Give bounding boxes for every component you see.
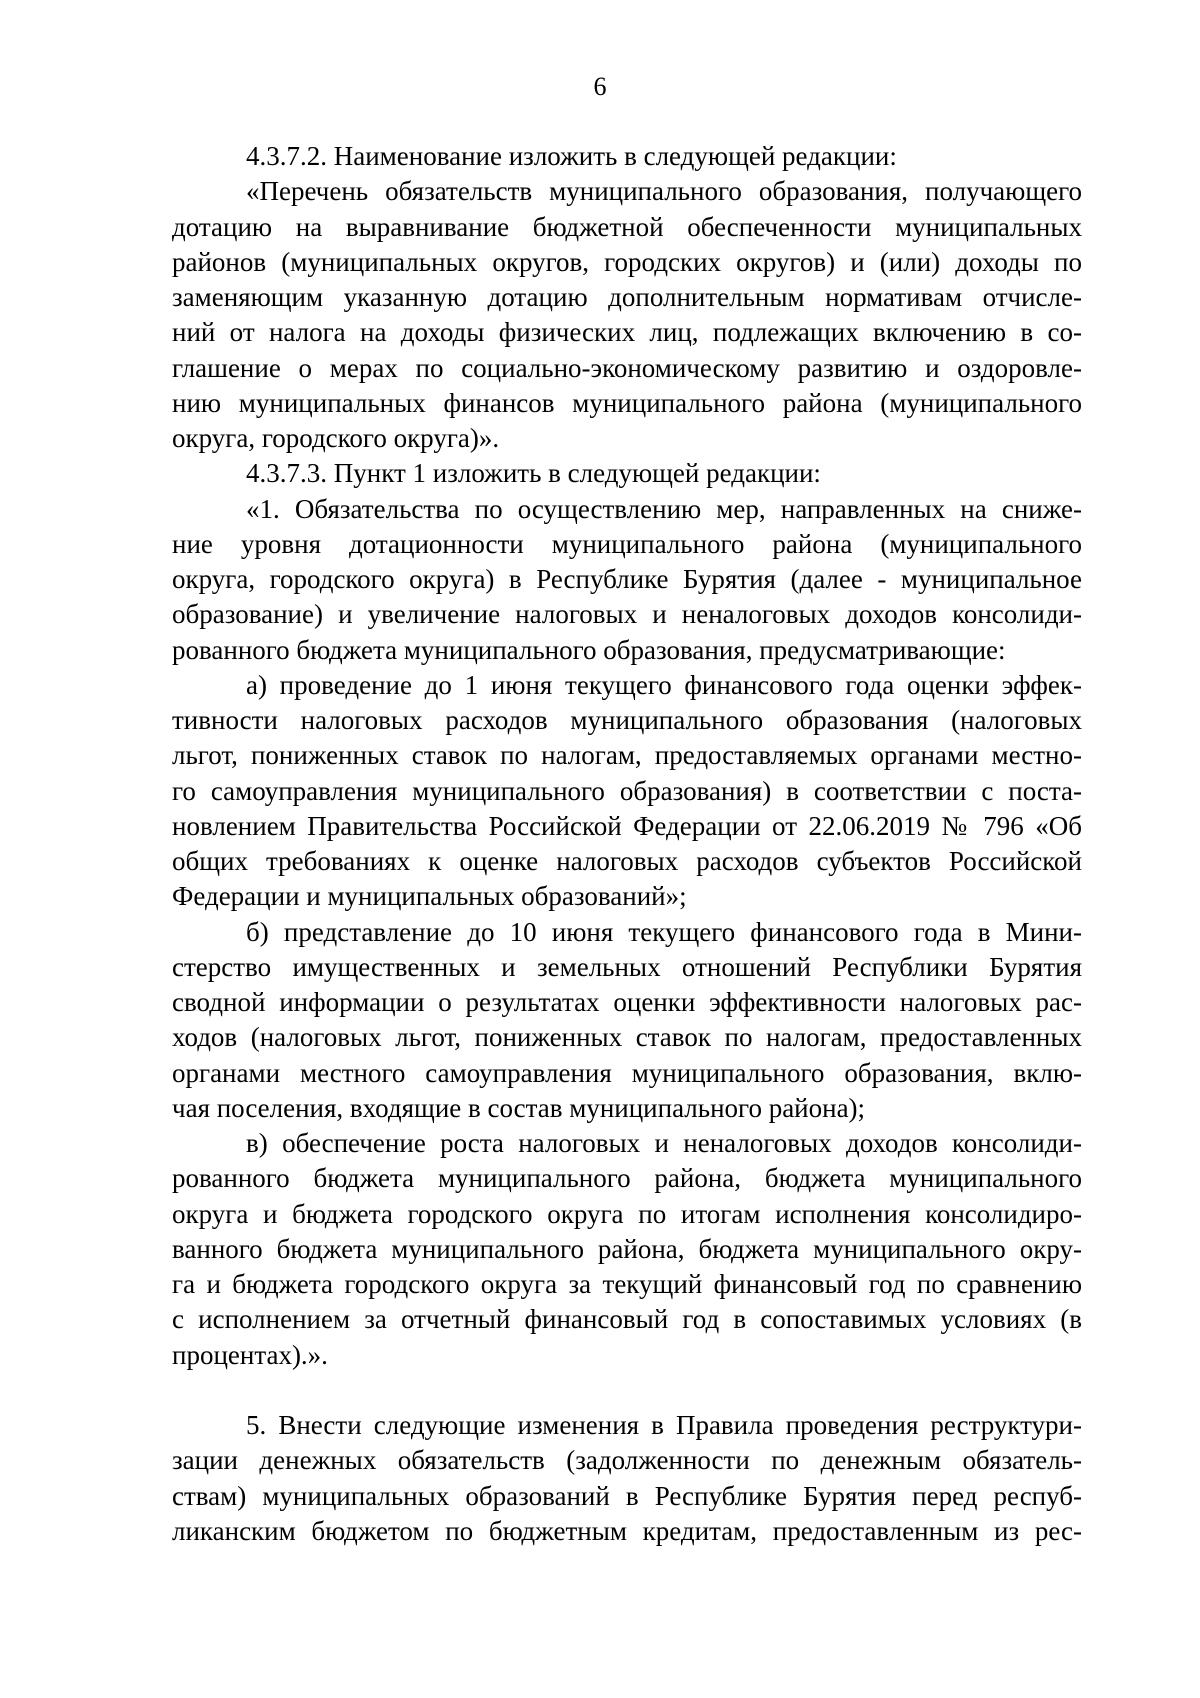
paragraph-line: ходов (налоговых льгот, пониженных ставок по налогам, предоставленных <box>172 1022 1082 1053</box>
paragraph-line: стерство имущественных и земельных отношений Республики Бурятия <box>172 951 1082 982</box>
paragraph-line: га и бюджета городского округа за текущий финансовый год по сравнению <box>172 1269 1082 1299</box>
paragraph-line: ствам) муниципальных образований в Республике Бурятия перед респуб- <box>172 1480 1082 1511</box>
paragraph-line: ванного бюджета муниципального района, бюджета муниципального окру- <box>172 1233 1082 1264</box>
paragraph-line: ликанским бюджетом по бюджетным кредитам, предоставленным из рес- <box>172 1515 1082 1546</box>
clause-4-3-7-3-heading: 4.3.7.3. Пункт 1 изложить в следующей редакции: <box>246 458 821 489</box>
paragraph-line: глашение о мерах по социально-экономическому развитию и оздоровле- <box>172 352 1082 383</box>
paragraph-line: рованного бюджета муниципального образования, предусматривающие: <box>172 634 1006 665</box>
paragraph-line: чая поселения, входящие в состав муниципального района); <box>172 1092 866 1123</box>
page-number: 6 <box>593 72 607 101</box>
blank-line <box>172 1373 1082 1408</box>
clause-4-3-7-2-heading: 4.3.7.2. Наименование изложить в следующей редакции: <box>246 141 897 171</box>
point-5-line: 5. Внести следующие изменения в Правила проведения реструктури- <box>246 1410 1082 1440</box>
paragraph-line: зации денежных обязательств (задолженности по денежным обязатель- <box>172 1445 1082 1476</box>
paragraph-line: округа, городского округа)». <box>172 423 500 453</box>
paragraph-line: сводной информации о результатах оценки эффективности налоговых рас- <box>172 987 1082 1017</box>
subpoint-a-line: а) проведение до 1 июня текущего финансового года оценки эффек- <box>246 669 1082 700</box>
paragraph-line: го самоуправления муниципального образования) в соответствии с поста- <box>172 775 1082 806</box>
paragraph-line: дотацию на выравнивание бюджетной обеспеченности муниципальных <box>172 211 1082 242</box>
paragraph-line: «Перечень обязательств муниципального образования, получающего <box>246 176 1082 207</box>
paragraph-line: районов (муниципальных округов, городских округов) и (или) доходы по <box>172 246 1082 277</box>
paragraph-line: «1. Обязательства по осуществлению мер, направленных на сниже- <box>246 493 1082 524</box>
subpoint-v-line: в) обеспечение роста налоговых и неналоговых доходов консолиди- <box>246 1128 1082 1158</box>
paragraph-line: образование) и увеличение налоговых и неналоговых доходов консолиди- <box>172 599 1082 630</box>
document-body <box>172 139 1082 1549</box>
paragraph-line: тивности налоговых расходов муниципального образования (налоговых <box>172 705 1082 735</box>
paragraph-line: рованного бюджета муниципального района, бюджета муниципального <box>172 1163 1082 1194</box>
paragraph-line: округа, городского округа) в Республике Бурятия (далее - муниципальное <box>172 564 1082 594</box>
subpoint-b-line: б) представление до 10 июня текущего финансового года в Мини- <box>246 916 1082 947</box>
paragraph-line: нию муниципальных финансов муниципального района (муниципального <box>172 387 1082 418</box>
paragraph-line: заменяющим указанную дотацию дополнительным нормативам отчисле- <box>172 282 1082 312</box>
paragraph-line: органами местного самоуправления муниципального образования, вклю- <box>172 1057 1082 1088</box>
paragraph-line: округа и бюджета городского округа по итогам исполнения консолидиро- <box>172 1198 1082 1229</box>
paragraph-line: ний от налога на доходы физических лиц, подлежащих включению в со- <box>172 317 1082 348</box>
paragraph-line: общих требованиях к оценке налоговых расходов субъектов Российской <box>172 846 1082 876</box>
paragraph-line: льгот, пониженных ставок по налогам, предоставляемых органами местно- <box>172 740 1082 771</box>
paragraph-line: ние уровня дотационности муниципального района (муниципального <box>172 528 1082 559</box>
paragraph-line: процентах).». <box>172 1339 328 1370</box>
paragraph-line: с исполнением за отчетный финансовый год в сопоставимых условиях (в <box>172 1304 1082 1335</box>
paragraph-line: новлением Правительства Российской Федерации от 22.06.2019 № 796 «Об <box>172 810 1082 841</box>
paragraph-line: Федерации и муниципальных образований»; <box>172 881 687 912</box>
